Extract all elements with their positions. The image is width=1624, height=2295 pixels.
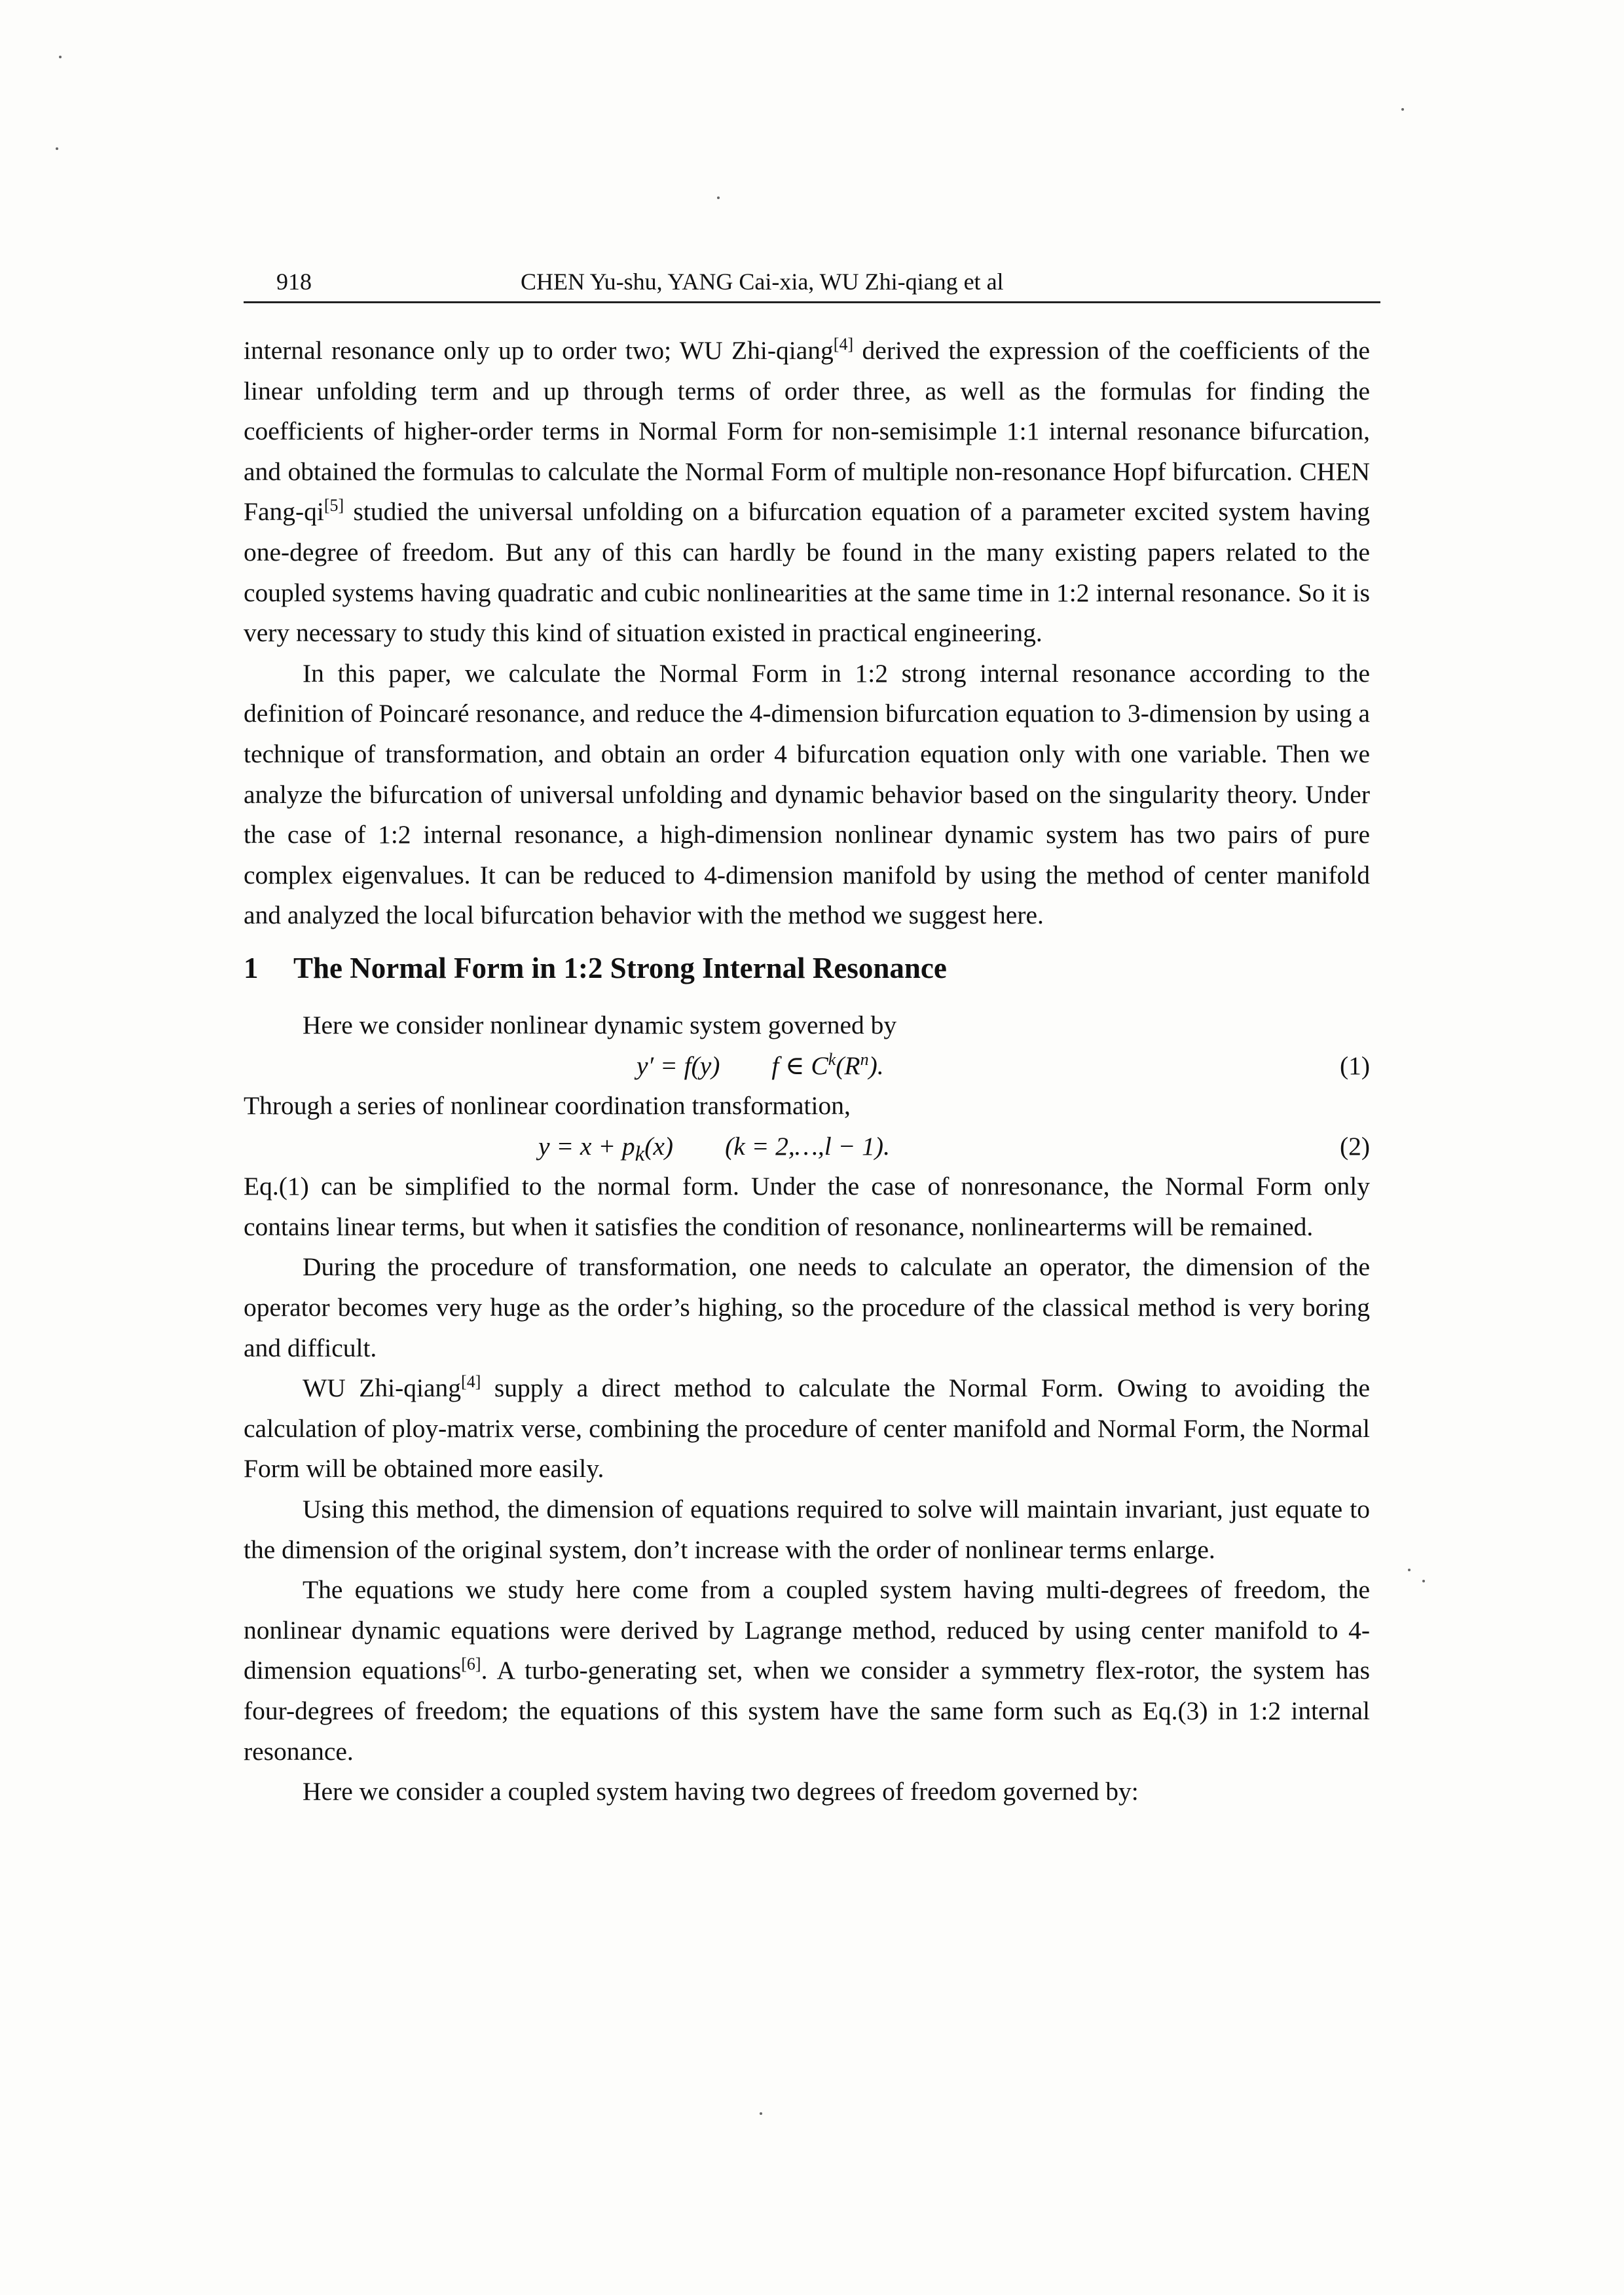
body-text [244,331,1370,1812]
equation-body [538,1127,890,1174]
equation-sup: k [828,1049,836,1069]
equation-rhs: ). [868,1051,884,1080]
text-span: derived the expression of the coefficients of the linear unfolding term and up through terms of order three, as well as the formulas for finding the coefficients of higher-order terms in Normal Form for non-semisimple 1:1 internal resonance bifurcation, and obtained the formulas to calculate the Normal Form of multiple non-resonance Hopf bifurcation. CHEN Fang-qi [244,336,1370,527]
text-span: studied the universal unfolding on a bifurcation equation of a parameter excited system having one-degree of freedom. But any of this can hardly be found in the many existing papers related to the coupled systems having quadratic and cubic nonlinearities at the same time in 1:2 internal resonance. So it is very necessary to study this kind of situation existed in practical engineering. [244,497,1370,648]
paragraph-6: During the procedure of transformation, one needs to calculate an operator, the dimension of the operator becomes very huge as the order’s highing, so the procedure of the classical method is very boring and difficult. [244,1252,1370,1362]
citation-ref: [4] [461,1372,481,1392]
section-heading [244,948,1370,988]
paragraph-7 [244,1368,1370,1489]
paragraph-9 [244,1570,1370,1772]
paragraph-1 [244,331,1370,654]
equation-rhs: (k = 2,…,l − 1). [725,1131,890,1161]
paragraph-2: In this paper, we calculate the Normal Form in 1:2 strong internal resonance according to the definition of Poincaré resonance, and reduce the 4-dimension bifurcation equation to 3-dimension by using a technique of transformation, and obtain an order 4 bifurcation equation only with one variable. Then we analyze the bifurcation of universal unfolding and dynamic behavior based on the singularity theory. Under the case of 1:2 internal resonance, a high-dimension nonlinear dynamic system has two pairs of pure complex eigenvalues. It can be reduced to 4-dimension manifold by using the method of center manifold and analyzed the local bifurcation behavior with the method we suggest here. [244,658,1370,930]
scan-speck [56,147,58,150]
equation-sup: n [860,1049,869,1069]
equation-rhs: (R [836,1051,860,1080]
page-number: 918 [276,269,312,295]
paragraph-10: Here we consider a coupled system having two degrees of freedom governed by: [303,1777,1139,1806]
text-span: . A turbo-generating set, when we consider a symmetry flex-rotor, the system has four-degrees of freedom; the equations of this system have the same form such as Eq.(3) in 1:2 internal resonance. [244,1656,1370,1766]
text-span: WU Zhi-qiang [303,1373,462,1403]
equation-rhs: f ∈ C [771,1051,828,1080]
scan-speck [717,196,720,199]
paragraph-3: Here we consider nonlinear dynamic system governed by [303,1010,897,1039]
section-number: 1 [244,951,259,984]
equation-body [637,1046,884,1087]
paragraph-5: Eq.(1) can be simplified to the normal form. Under the case of nonresonance, the Normal Form only contains linear terms, but when it satisfies the condition of resonance, nonlinearterms will be remained. [244,1172,1370,1241]
scan-speck [1408,1569,1411,1571]
equation-2 [244,1127,1370,1167]
citation-ref: [6] [461,1654,481,1674]
equation-lhs: (x) [644,1131,674,1161]
equation-number: (2) [1339,1131,1370,1161]
paragraph-4: Through a series of nonlinear coordination transformation, [244,1091,851,1121]
text-span: internal resonance only up to order two; WU Zhi-qiang [244,336,834,365]
citation-ref: [4] [833,335,854,354]
scan-speck [1422,1580,1425,1582]
scan-speck [1401,108,1404,111]
text-span: The equations we study here come from a coupled system having multi-degrees of freedom, the nonlinear dynamic equations were derived by Lagrange method, reduced by using center manifold to 4-dimension equations [244,1575,1370,1685]
equation-1 [244,1046,1370,1087]
running-head [244,262,1380,303]
section-title: The Normal Form in 1:2 Strong Internal Resonance [293,951,947,984]
equation-sub: k [635,1142,645,1166]
citation-ref: [5] [323,496,344,515]
equation-lhs: y = x + p [538,1131,635,1161]
scan-speck [59,56,62,58]
equation-lhs: y′ = f(y) [637,1051,720,1080]
scan-speck [760,2112,762,2115]
text-span: supply a direct method to calculate the Normal Form. Owing to avoiding the calculation of ploy-matrix verse, combining the procedure of center manifold and Normal Form, the Normal Form will be obtained more easily. [244,1373,1370,1483]
equation-number: (1) [1339,1051,1370,1080]
running-head-authors: CHEN Yu-shu, YANG Cai-xia, WU Zhi-qiang et al [521,269,1004,295]
paragraph-8: Using this method, the dimension of equations required to solve will maintain invariant, just equate to the dimension of the original system, don’t increase with the order of nonlinear terms enlarge. [244,1495,1370,1564]
